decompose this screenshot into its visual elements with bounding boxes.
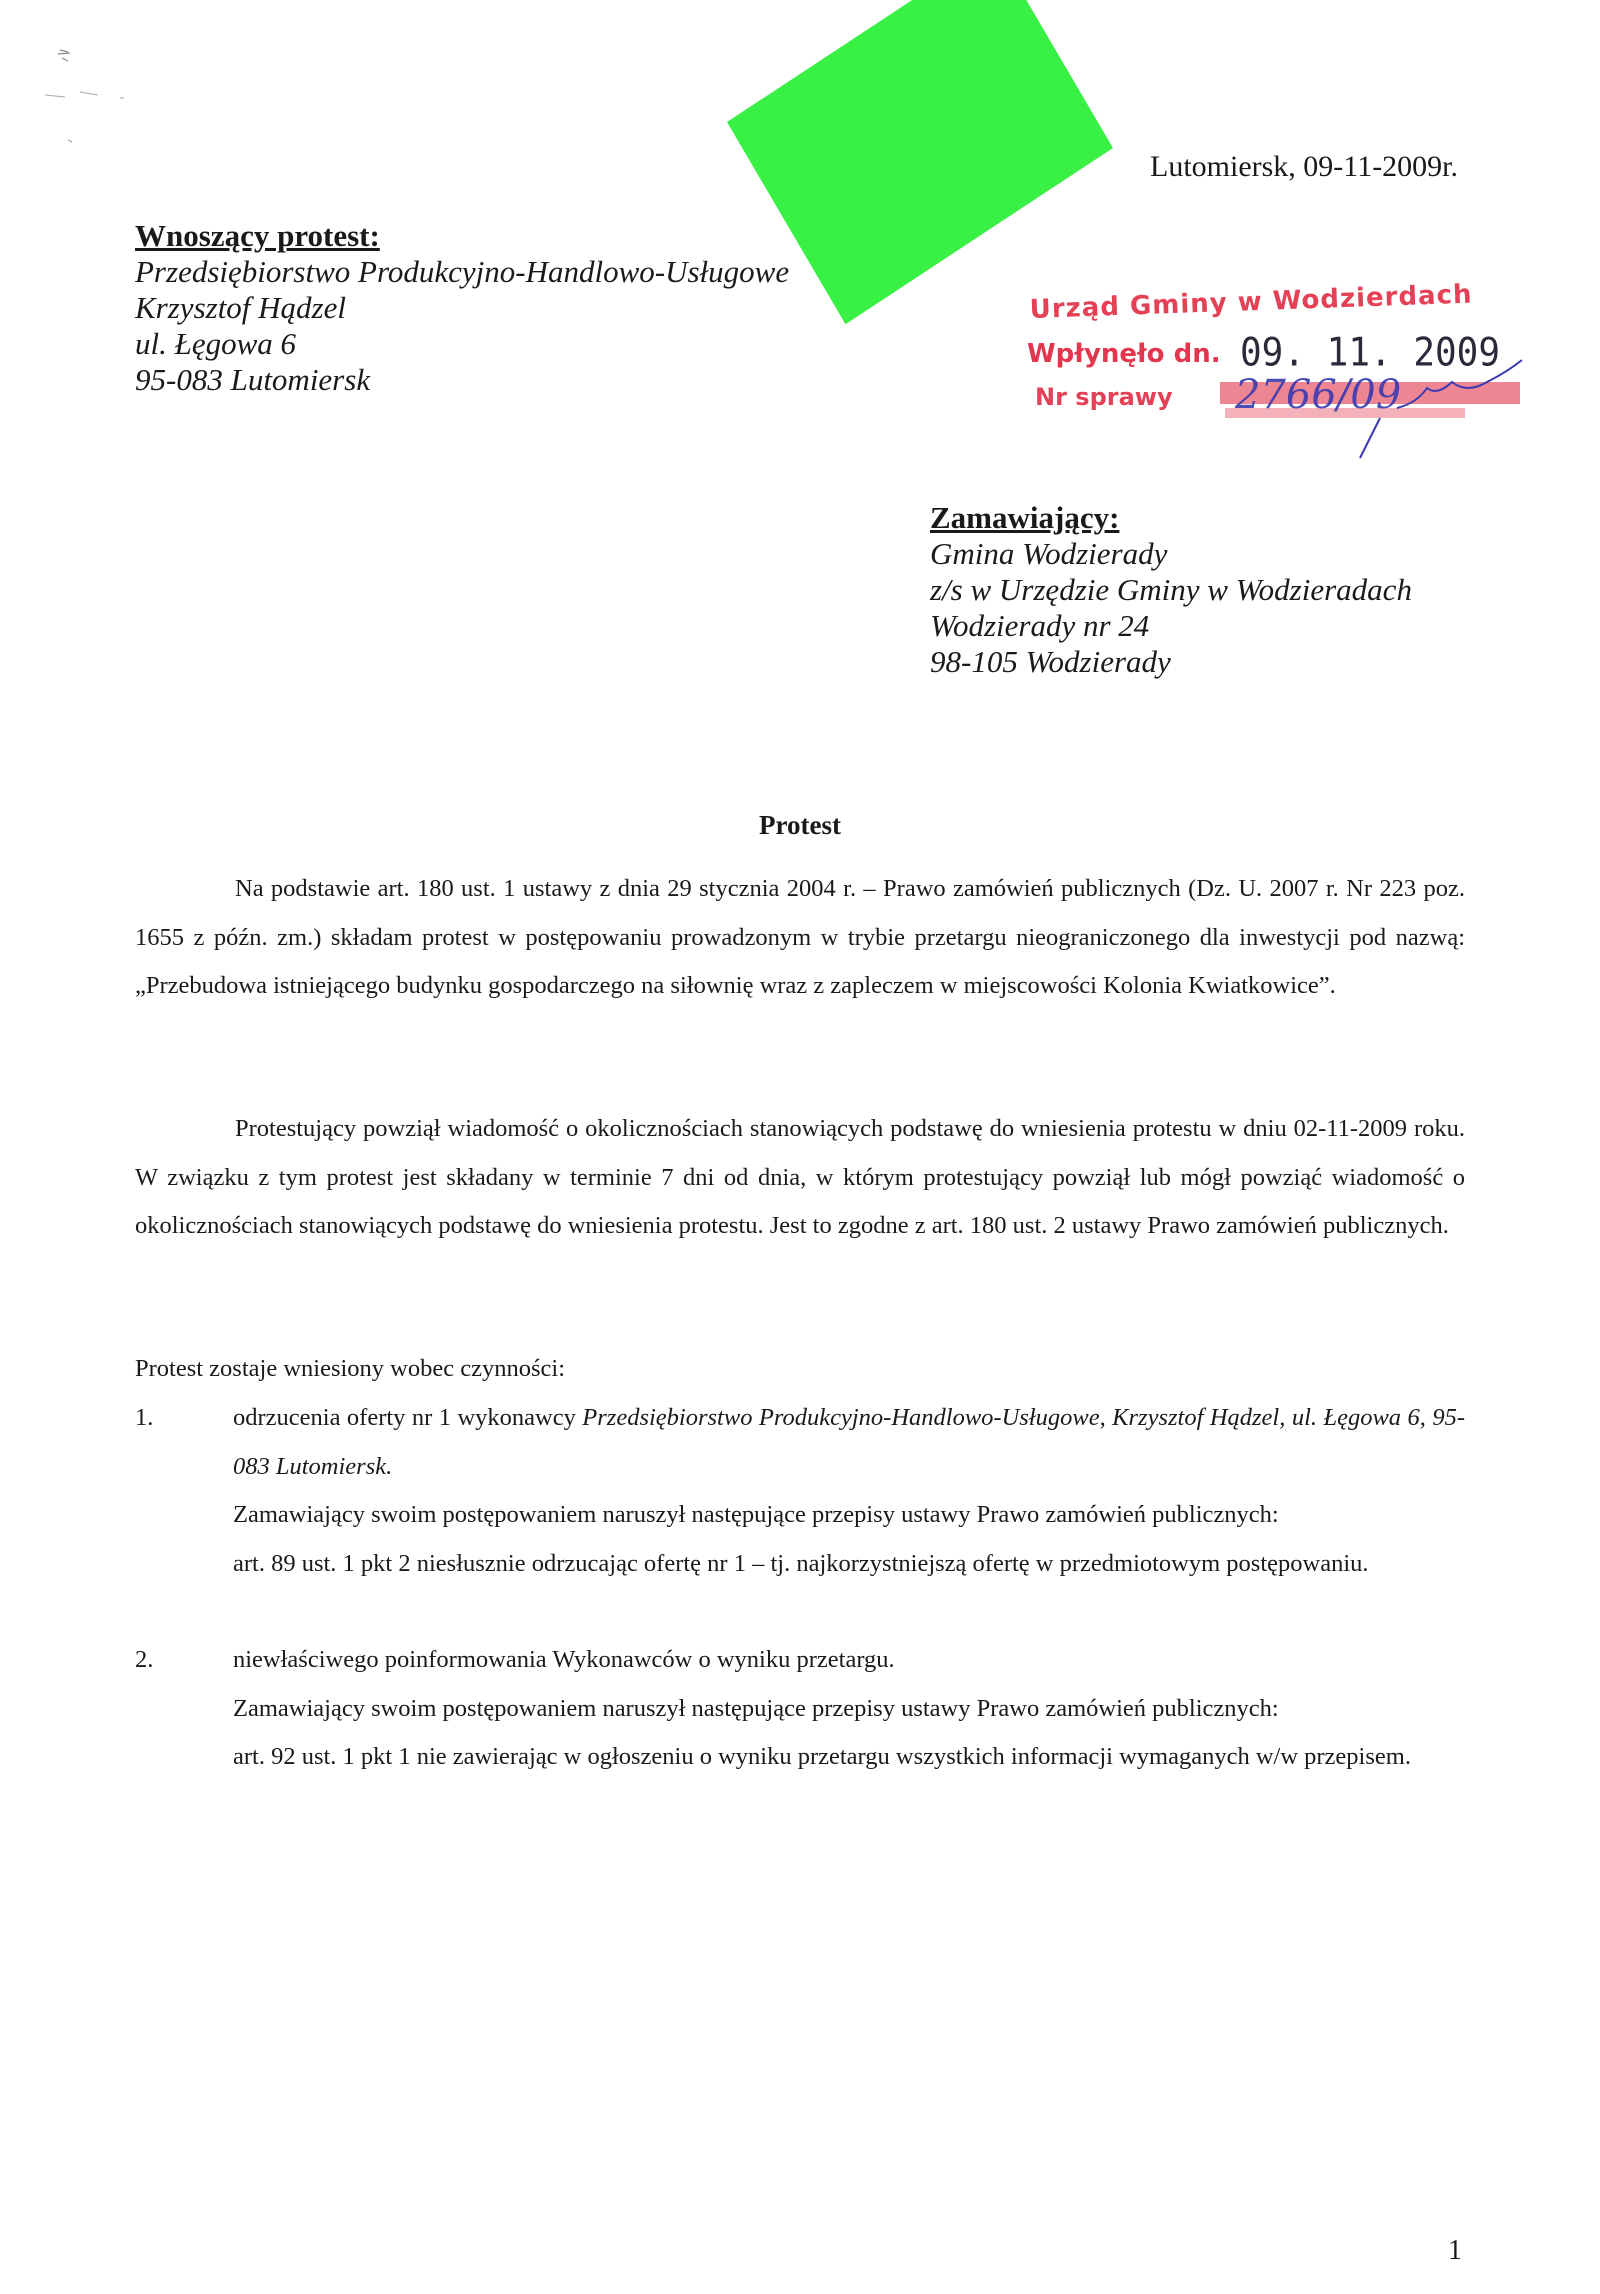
list-item-2	[233, 1636, 1465, 1782]
sender-block	[135, 218, 789, 398]
sender-line-city: 95-083 Lutomiersk	[135, 362, 371, 397]
item-article: art. 92 ust. 1 pkt 1 nie zawierając w ogłoszeniu o wyniku przetargu wszystkich informacji wymaganych w/w przepisem.	[233, 1743, 1411, 1770]
recipient-block	[930, 500, 1412, 680]
recipient-heading: Zamawiający:	[930, 500, 1120, 535]
recipient-line-office: z/s w Urzędzie Gminy w Wodzieradach	[930, 572, 1412, 607]
recipient-line-gmina: Gmina Wodzierady	[930, 536, 1168, 571]
list-item-1	[233, 1394, 1465, 1588]
list-item-number: 2.	[135, 1646, 154, 1673]
item-article: art. 89 ust. 1 pkt 2 niesłusznie odrzucając ofertę nr 1 – tj. najkorzystniejszą ofertę w przedmiotowym postępowaniu.	[233, 1549, 1369, 1577]
svg-text:Urząd Gminy w Wodzierdach: Urząd Gminy w Wodzierdach	[1029, 279, 1473, 325]
document-title: Protest	[759, 810, 841, 840]
item-violation: Zamawiający swoim postępowaniem naruszył następujące przepisy ustawy Prawo zamówień publicznych:	[233, 1501, 1279, 1528]
page-number: 1	[1448, 2235, 1462, 2266]
item-violation: Zamawiający swoim postępowaniem naruszył następujące przepisy ustawy Prawo zamówień publicznych:	[233, 1694, 1279, 1722]
list-item-number: 1.	[135, 1404, 154, 1431]
sender-line-company: Przedsiębiorstwo Produkcyjno-Handlowo-Usługowe	[135, 254, 790, 289]
svg-text:2766/09: 2766/09	[1235, 372, 1402, 418]
paragraph-text: Na podstawie art. 180 ust. 1 ustawy z dnia 29 stycznia 2004 r. – Prawo zamówień publicznych (Dz. U. 2007 r. Nr 223 poz. 1655 z późn. zm.) składam protest w postępowaniu prowadzonym w trybie przetargu nieograniczonego dla inwestycji pod nazwą: „Przebudowa istniejącego budynku gospodarczego na siłownię wraz z zapleczem w miejscowości Kolonia Kwiatkowice”.	[135, 875, 1465, 999]
received-stamp	[1025, 270, 1525, 460]
sender-line-name: Krzysztof Hądzel	[135, 290, 346, 325]
list-intro: Protest zostaje wniesiony wobec czynności:	[135, 1355, 566, 1382]
paragraph-legal-basis	[135, 865, 1465, 1011]
sender-line-street: ul. Łęgowa 6	[135, 326, 297, 361]
item-lead: odrzucenia oferty nr 1 wykonawcy	[233, 1404, 583, 1431]
document-date: Lutomiersk, 09-11-2009r.	[1150, 150, 1459, 183]
svg-text:09. 11. 2009: 09. 11. 2009	[1240, 329, 1500, 376]
paragraph-text: Protestujący powziął wiadomość o okolicznościach stanowiących podstawę do wniesienia protestu w dniu 02-11-2009 roku. W związku z tym protest jest składany w terminie 7 dni od dnia, w którym protestujący powziął lub mógł powziąć wiadomość o okolicznościach stanowiących podstawę do wniesienia protestu. Jest to zgodne z art. 180 ust. 2 ustawy Prawo zamówień publicznych.	[135, 1115, 1465, 1239]
recipient-line-street: Wodzierady nr 24	[930, 608, 1150, 643]
paragraph-timeline	[135, 1105, 1465, 1251]
sender-heading: Wnoszący protest:	[135, 218, 380, 253]
item-lead-company: Przedsiębiorstwo Produkcyjno-Handlowo-Usługowe, Krzysztof Hądzel, ul. Łęgowa 6, 95-083 Lutomiersk.	[233, 1404, 1465, 1480]
item-lead: niewłaściwego poinformowania Wykonawców o wyniku przetargu.	[233, 1646, 895, 1673]
svg-text:Nr sprawy: Nr sprawy	[1035, 383, 1173, 411]
recipient-line-city: 98-105 Wodzierady	[930, 644, 1171, 679]
scan-artifact	[40, 40, 160, 160]
svg-text:Wpłynęło dn.: Wpłynęło dn.	[1027, 339, 1221, 369]
